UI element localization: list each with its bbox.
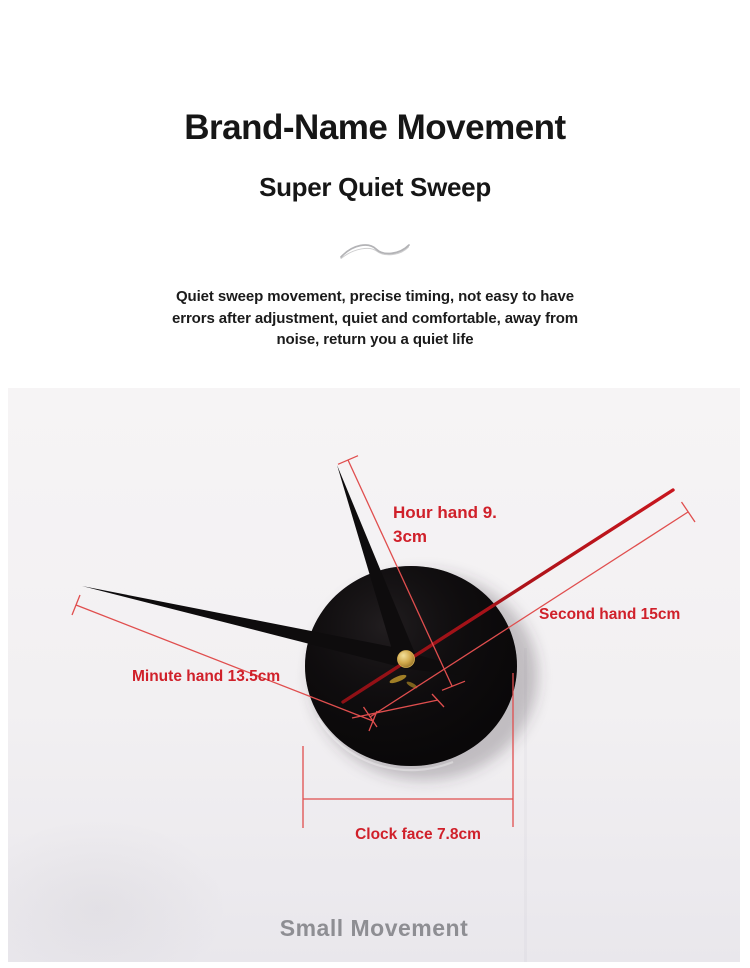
product-photo [8,388,740,962]
center-pin [398,651,415,668]
hour-hand-label-line2: 3cm [393,527,428,546]
clock-face-label: Clock face 7.8cm [355,826,481,843]
product-description [0,286,750,351]
product-description-line: noise, return you a quiet life [276,331,474,348]
clock-movement-illustration [8,388,740,962]
second-hand-label: Second hand 15cm [539,606,681,623]
photo-caption: Small Movement [279,915,469,941]
minute-hand-label: Minute hand 13.5cm [132,668,281,685]
product-description-line: Quiet sweep movement, precise timing, not easy to have [175,288,575,305]
product-subtitle: Super Quiet Sweep [259,172,491,202]
hour-hand-label-line1: Hour hand 9. [393,503,497,522]
hour-hand-label [393,501,523,549]
divider-squiggle-icon [337,240,413,264]
product-description-line: errors after adjustment, quiet and comfortable, away from [171,309,579,327]
product-title: Brand-Name Movement [184,108,566,147]
